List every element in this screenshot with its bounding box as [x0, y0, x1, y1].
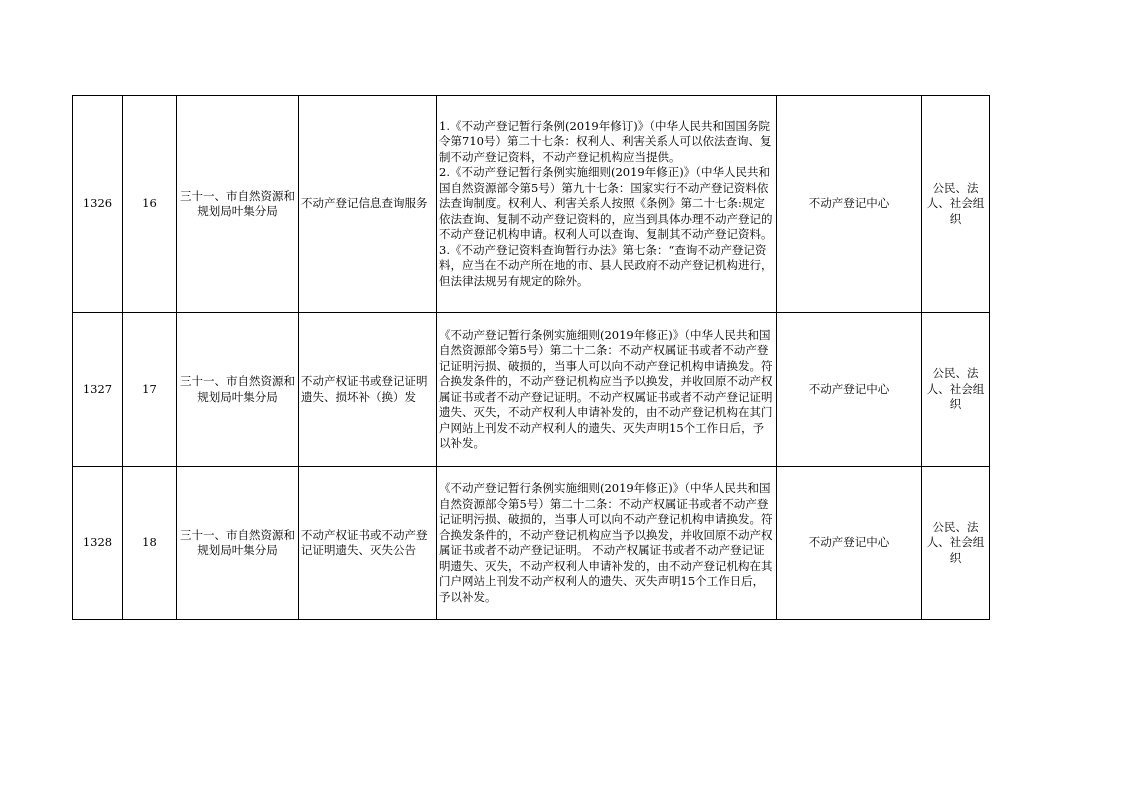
service-list-table — [72, 95, 990, 620]
sub-number-cell: 18 — [123, 467, 177, 620]
department-cell: 三十一、市自然资源和规划局叶集分局 — [177, 96, 299, 313]
implementing-unit-cell: 不动产登记中心 — [777, 313, 922, 467]
legal-basis-paragraph: 《不动产登记暂行条例实施细则(2019年修正)》（中华人民共和国自然资源部令第5号）第二十二条：不动产权属证书或者不动产登记证明污损、破损的，当事人可以向不动产登记机构申请换发。符合换发条件的，不动产登记机构应当予以换发，并收回原不动产权属证书或者不动产登记证明。不动产权属证书或者不动产登记证明遗失、灭失，不动产权利人申请补发的，由不动产登记机构在其门户网站上刊发不动产权利人的遗失、灭失声明15个工作日后，予以补发。 — [439, 327, 773, 450]
sequence-cell: 1326 — [73, 96, 123, 313]
implementing-unit-cell: 不动产登记中心 — [777, 96, 922, 313]
sequence-cell: 1328 — [73, 467, 123, 620]
sub-number-cell: 17 — [123, 313, 177, 467]
legal-basis-paragraph: 2.《不动产登记暂行条例实施细则(2019年修正)》（中华人民共和国自然资源部令第5号）第九十七条：国家实行不动产登记资料依法查询制度。权利人、利害关系人按照《条例》第二十七条:规定依法查询、复制不动产登记资料的，应当到具体办理不动产登记的不动产登记机构申请。权利人可以查询、复制其不动产登记资料。 — [439, 165, 773, 242]
legal-basis-paragraph: 1.《不动产登记暂行条例(2019年修订)》（中华人民共和国国务院令第710号）第二十七条：权利人、利害关系人可以依法查询、复制不动产登记资料，不动产登记机构应当提供。 — [439, 118, 772, 164]
legal-basis-paragraph: 3.《不动产登记资料查询暂行办法》第七条：“查询不动产登记资料，应当在不动产所在地的市、县人民政府不动产登记机构进行，但法律法规另有规定的除外。 — [439, 242, 773, 288]
legal-basis-cell — [437, 467, 777, 620]
table-row — [73, 467, 990, 620]
legal-basis-cell — [437, 96, 777, 313]
service-target-cell: 公民、法人、社会组织 — [922, 313, 990, 467]
table-row — [73, 313, 990, 467]
item-name-cell: 不动产权证书或登记证明遗失、损坏补（换）发 — [299, 313, 437, 467]
sequence-cell: 1327 — [73, 313, 123, 467]
item-name-cell: 不动产登记信息查询服务 — [299, 96, 437, 313]
implementing-unit-cell: 不动产登记中心 — [777, 467, 922, 620]
department-cell: 三十一、市自然资源和规划局叶集分局 — [177, 313, 299, 467]
legal-basis-paragraph: 《不动产登记暂行条例实施细则(2019年修正)》（中华人民共和国自然资源部令第5号）第二十二条：不动产权属证书或者不动产登记证明污损、破损的，当事人可以向不动产登记机构申请换发。符合换发条件的，不动产登记机构应当予以换发，并收回原不动产权属证书或者不动产登记证明。 不动产权属证书或者不动产登记证明遗失、灭失，不动产权利人申请补发的，由不动产登记机构在其门户网站上刊发不动产权利人的遗失、灭失声明15个工作日后，予以补发。 — [439, 481, 773, 604]
sub-number-cell: 16 — [123, 96, 177, 313]
service-target-cell: 公民、法人、社会组织 — [922, 467, 990, 620]
service-target-cell: 公民、法人、社会组织 — [922, 96, 990, 313]
legal-basis-cell — [437, 313, 777, 467]
department-cell: 三十一、市自然资源和规划局叶集分局 — [177, 467, 299, 620]
table-row — [73, 96, 990, 313]
item-name-cell: 不动产权证书或不动产登记证明遗失、灭失公告 — [299, 467, 437, 620]
